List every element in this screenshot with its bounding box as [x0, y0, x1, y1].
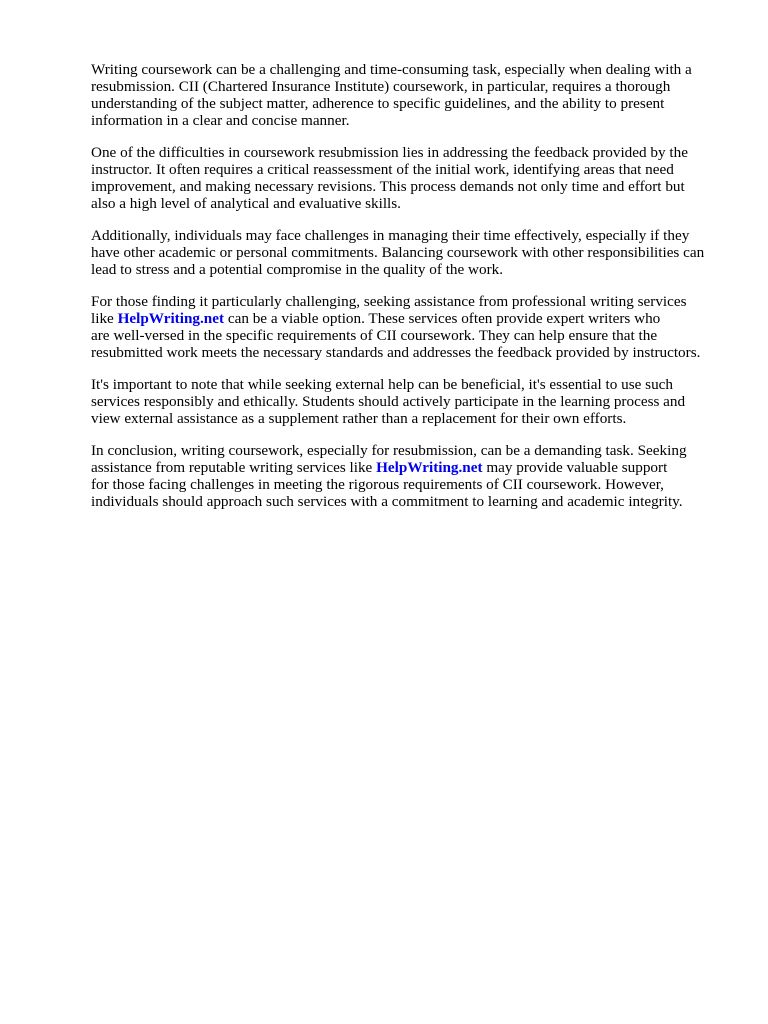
- paragraph-responsible-use: It's important to note that while seeking external help can be beneficial, it's essential to use such services responsibly and ethically. Students should actively participate in the learning process and view external assistance as a supplement rather than a replacement for their own efforts.: [91, 376, 686, 427]
- helpwriting-link[interactable]: HelpWriting.net: [117, 310, 225, 327]
- paragraph-assistance-after: can be a viable option. These services often provide expert writers who are well-versed in the specific requirements of CII coursework. They can help ensure that the resubmitted work meets the necessary standards and addresses the feedback provided by instructors.: [91, 310, 701, 361]
- document-page: [91, 61, 723, 525]
- paragraph-time-management: Additionally, individuals may face challenges in managing their time effectively, especially if they have other academic or personal commitments. Balancing coursework with other responsibilities can lead to stress and a potential compromise in the quality of the work.: [91, 227, 705, 278]
- paragraph-difficulties: One of the difficulties in coursework resubmission lies in addressing the feedback provided by the instructor. It often requires a critical reassessment of the initial work, identifying areas that need improvement, and making necessary revisions. This process demands not only time and effort but also a high level of analytical and evaluative skills.: [91, 144, 688, 212]
- paragraph-conclusion-before: In conclusion, writing coursework, especially for resubmission, can be a demanding task. Seeking assistance from reputable writing services like: [91, 442, 687, 476]
- paragraph-conclusion-after: may provide valuable support for those facing challenges in meeting the rigorous requirements of CII coursework. However, individuals should approach such services with a commitment to learning and academic integrity.: [91, 459, 683, 510]
- paragraph-intro: Writing coursework can be a challenging and time-consuming task, especially when dealing with a resubmission. CII (Chartered Insurance Institute) coursework, in particular, requires a thorough understanding of the subject matter, adherence to specific guidelines, and the ability to present information in a clear and concise manner.: [91, 61, 692, 129]
- paragraph-assistance: [91, 293, 723, 361]
- helpwriting-link-conclusion[interactable]: HelpWriting.net: [376, 459, 483, 476]
- paragraph-assistance-before: For those finding it particularly challenging, seeking assistance from professional writing services like: [91, 293, 687, 327]
- paragraph-conclusion: [91, 442, 723, 510]
